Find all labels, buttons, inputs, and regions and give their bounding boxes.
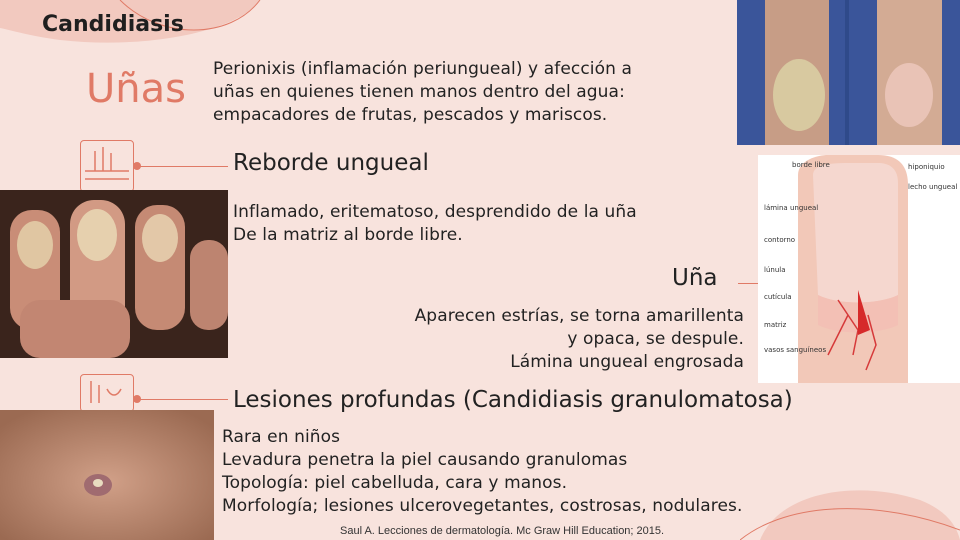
- label-vasos-sanguineos: vasos sanguíneos: [764, 346, 827, 354]
- lesiones-line: Levadura penetra la piel causando granulomas: [222, 450, 628, 470]
- lesiones-line: Rara en niños: [222, 427, 341, 447]
- connector-line: [140, 399, 228, 400]
- nails-photo-top: [737, 0, 960, 145]
- slide-title: Candidiasis: [42, 12, 184, 37]
- una-line: Aparecen estrías, se torna amarillenta: [414, 306, 744, 326]
- una-line: y opaca, se despule.: [567, 329, 744, 349]
- intro-line: Perionixis (inflamación periungueal) y afección a: [213, 59, 632, 79]
- label-lecho-ungueal: lecho ungueal: [908, 183, 958, 191]
- skin-lesion-photo: [0, 410, 214, 540]
- una-text: [340, 305, 744, 374]
- reborde-line: Inflamado, eritematoso, desprendido de la uña: [233, 202, 637, 222]
- una-heading: Uña: [672, 265, 718, 291]
- reborde-text: [233, 201, 733, 247]
- label-matriz: matriz: [764, 321, 787, 329]
- section-heading: Uñas: [86, 66, 186, 112]
- label-cuticula: cutícula: [764, 293, 792, 301]
- label-contorno: contorno: [764, 236, 796, 244]
- connector-line: [140, 166, 228, 167]
- label-hiponiquio: hiponiquio: [908, 163, 945, 171]
- reborde-line: De la matriz al borde libre.: [233, 225, 463, 245]
- hand-care-icon: [80, 374, 134, 412]
- skin-layers-icon: [80, 140, 134, 192]
- lesiones-line: Topología: piel cabelluda, cara y manos.: [222, 473, 568, 493]
- lesiones-heading: Lesiones profundas (Candidiasis granulomatosa): [233, 387, 793, 413]
- lesiones-text: [222, 426, 857, 518]
- una-line: Lámina ungueal engrosada: [510, 352, 744, 372]
- lesiones-line: Morfología; lesiones ulcerovegetantes, costrosas, nodulares.: [222, 496, 743, 516]
- connector-line: [738, 283, 758, 284]
- label-lamina-ungueal: lámina ungueal: [764, 204, 819, 212]
- reborde-heading: Reborde ungueal: [233, 150, 429, 176]
- fingers-photo: [0, 190, 228, 358]
- nail-anatomy-diagram: [758, 155, 960, 383]
- label-borde-libre: borde libre: [792, 161, 830, 169]
- intro-line: empacadores de frutas, pescados y mariscos.: [213, 105, 608, 125]
- intro-line: uñas en quienes tienen manos dentro del agua:: [213, 82, 625, 102]
- label-lunula: lúnula: [764, 266, 786, 274]
- intro-text: [213, 58, 733, 127]
- citation: Saul A. Lecciones de dermatología. Mc Graw Hill Education; 2015.: [340, 525, 665, 537]
